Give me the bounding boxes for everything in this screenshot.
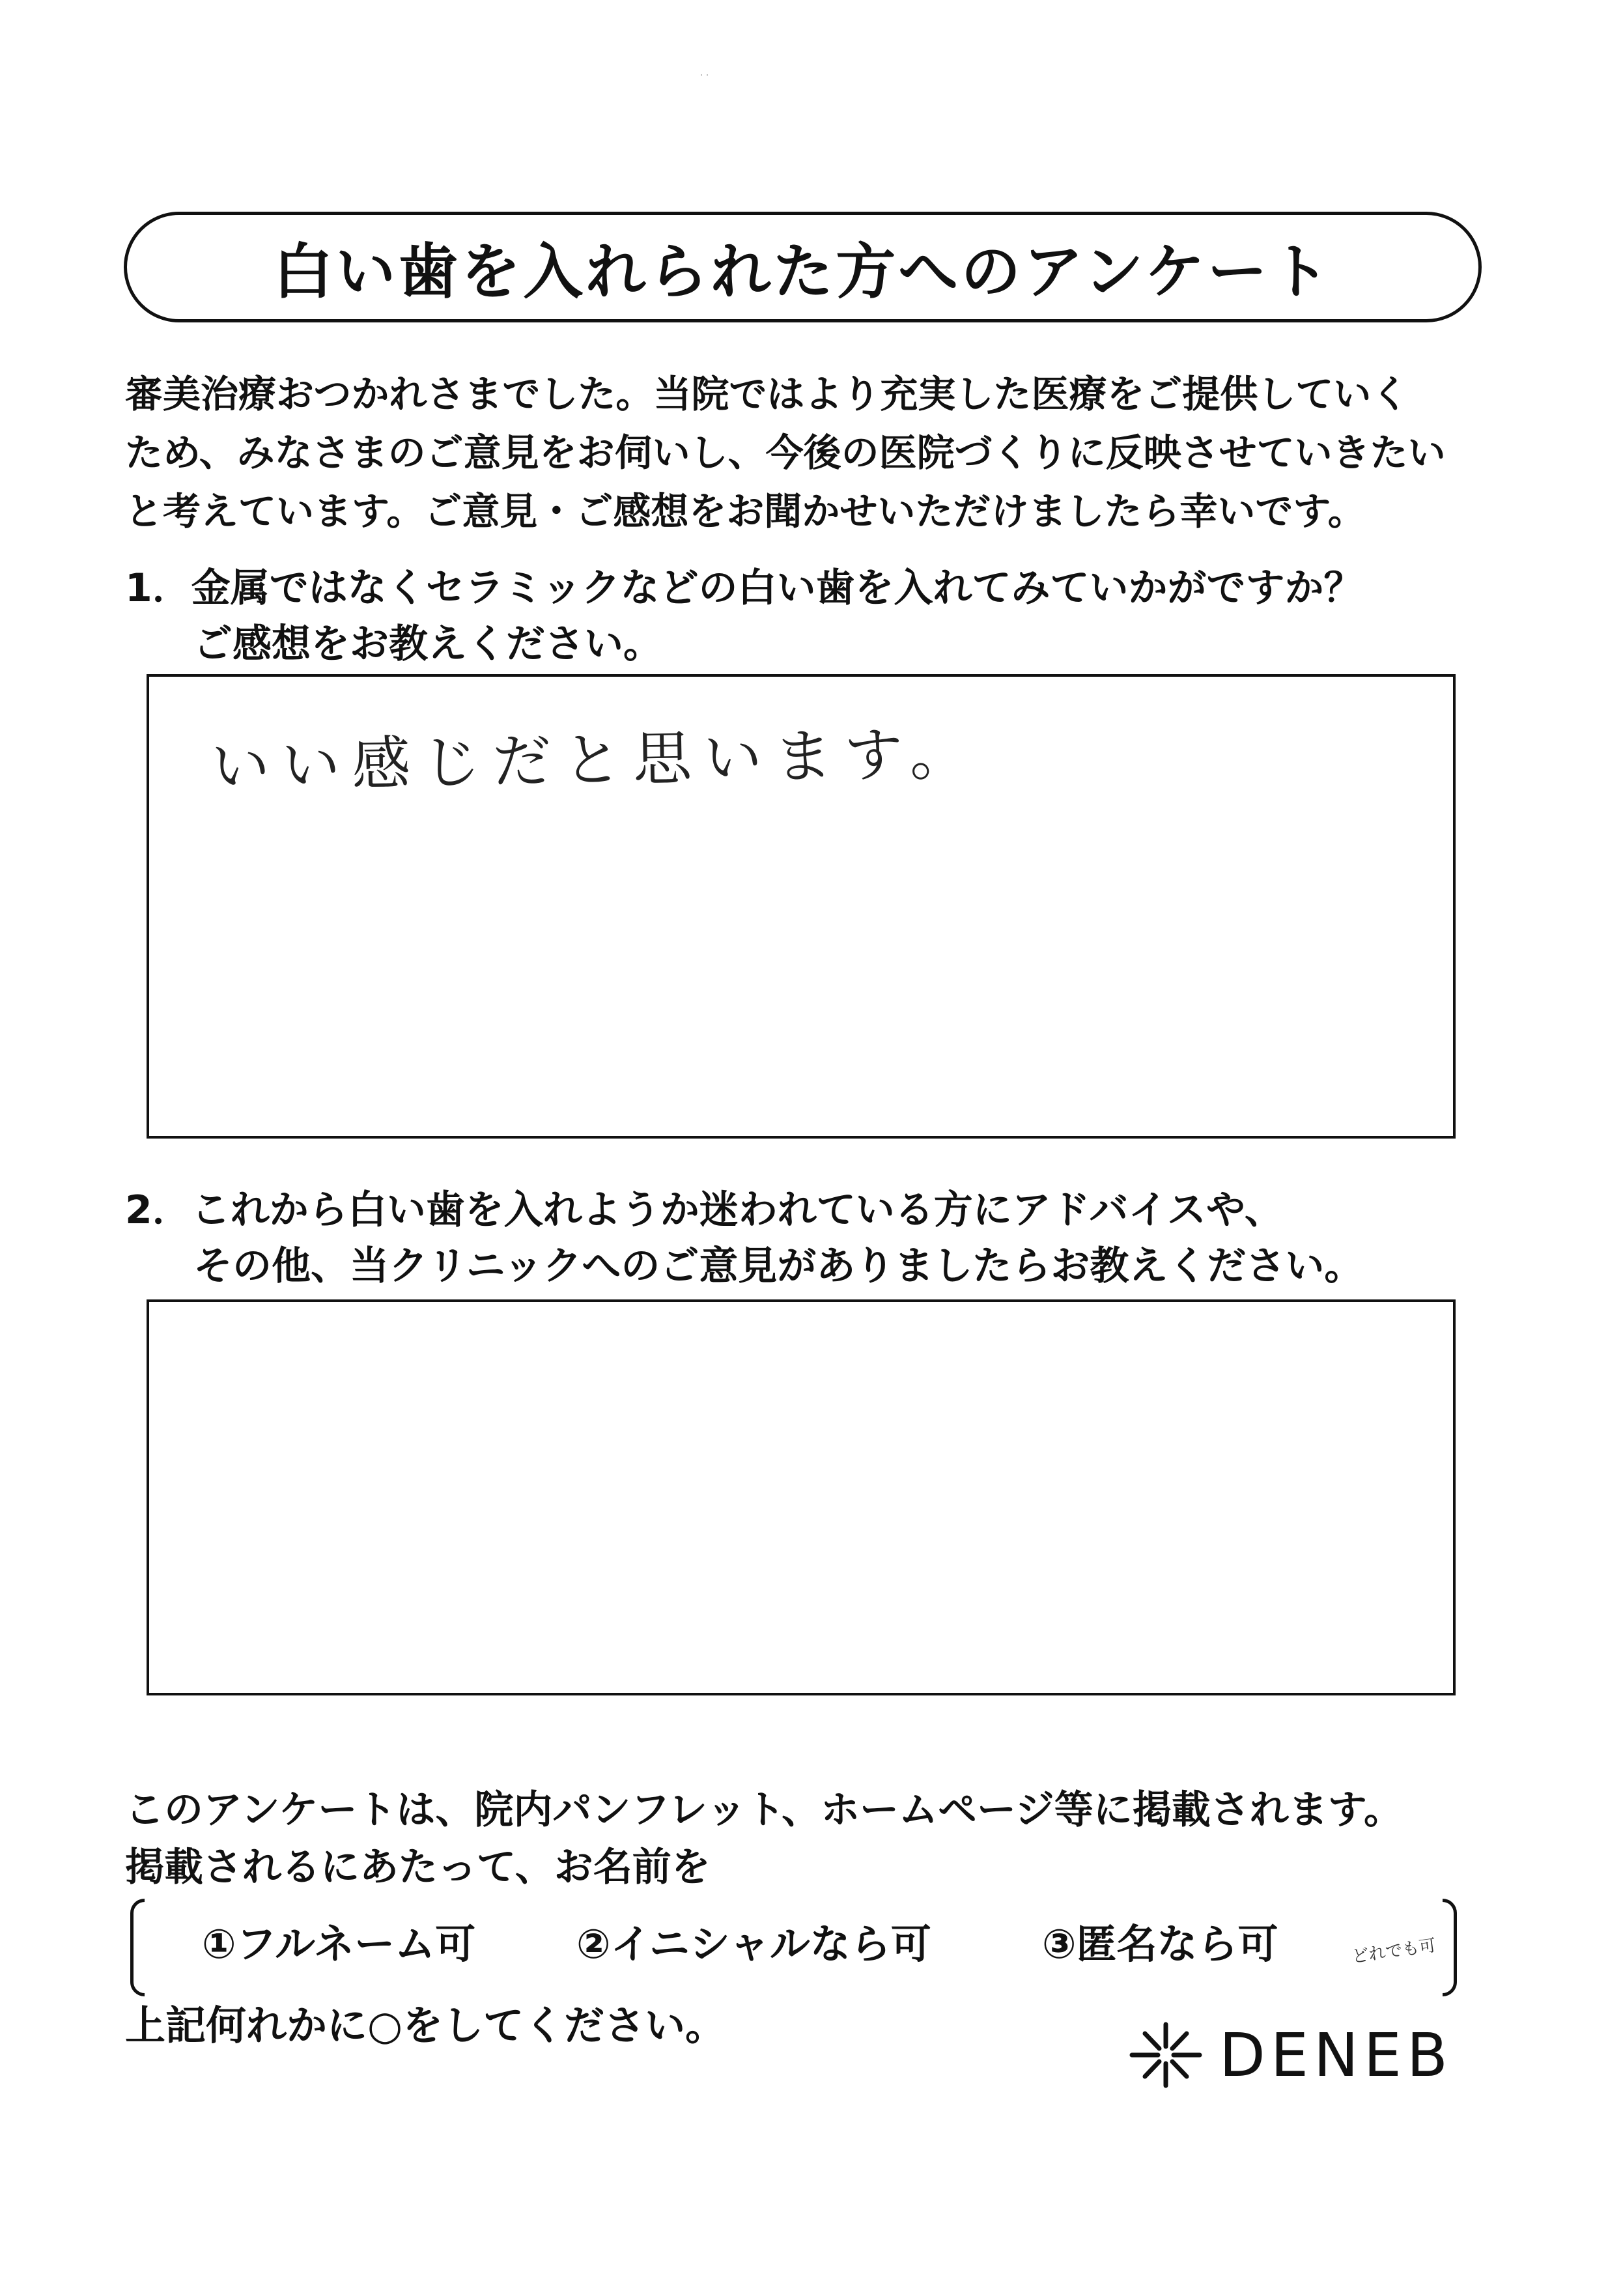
option-handwritten-note: どれでも可 <box>1350 1936 1437 1967</box>
option-anonymous[interactable]: ③匿名なら可 <box>1042 1920 1278 1968</box>
intro-paragraph <box>125 365 1519 541</box>
notice-line: このアンケートは、院内パンフレット、ホームページ等に掲載されます。 <box>125 1787 1403 1833</box>
deneb-logo <box>1127 2019 1453 2091</box>
logo-text: DENEB <box>1219 2020 1454 2090</box>
title-frame <box>124 212 1482 322</box>
scan-speck: · · <box>700 70 709 81</box>
notice-line: 掲載されるにあたって、お名前を <box>125 1845 711 1890</box>
question-1 <box>125 560 1363 672</box>
publication-notice <box>125 1781 1403 1896</box>
question-2 <box>125 1182 1363 1294</box>
instruction-text: 上記何れかに○をしてください。 <box>125 2002 726 2049</box>
option-initials[interactable]: ②イニシャルなら可 <box>576 1920 931 1968</box>
option-full-name[interactable]: ①フルネーム可 <box>202 1920 476 1968</box>
right-bracket <box>1443 1899 1457 1996</box>
question-1-line-2: ご感想をお教えください。 <box>193 621 662 667</box>
intro-line: 審美治療おつかれさまでした。当院ではより充実した医療をご提供していく <box>125 372 1409 416</box>
intro-line: ため、みなさまのご意見をお伺いし、今後の医院づくりに反映させていきたい <box>125 431 1446 475</box>
left-bracket <box>130 1899 145 1996</box>
answer-box-2[interactable] <box>147 1299 1456 1695</box>
intro-line: と考えています。ご意見・ご感想をお聞かせいただけましたら幸いです。 <box>125 489 1366 533</box>
question-2-line-2: その他、当クリニックへのご意見がありましたらお教えください。 <box>193 1243 1364 1289</box>
answer-1-handwritten: いい感じだと思います。 <box>210 719 981 802</box>
page-title: 白い歯を入れられた方へのアンケート <box>273 237 1333 307</box>
answer-box-1[interactable] <box>147 674 1456 1139</box>
star-burst-icon <box>1127 2019 1205 2091</box>
question-1-line-1: 1．金属ではなくセラミックなどの白い歯を入れてみていかがですか？ <box>125 565 1363 611</box>
question-2-line-1: 2．これから白い歯を入れようか迷われている方にアドバイスや、 <box>125 1187 1284 1233</box>
